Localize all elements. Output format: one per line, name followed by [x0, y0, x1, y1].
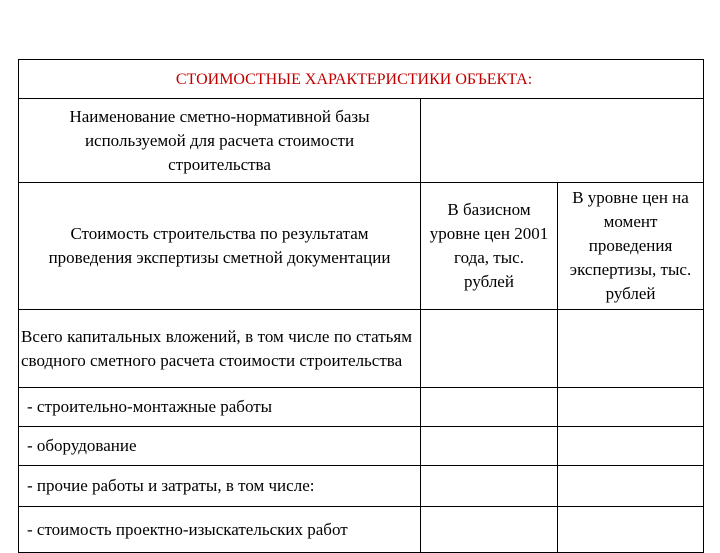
row-label: - стоимость проектно-изыскательских работ	[19, 507, 421, 553]
title-cell	[19, 60, 704, 99]
row-value-current	[558, 388, 704, 427]
base-label-cell: Наименование сметно-нормативной базы используемой для расчета стоимости строительства	[19, 99, 421, 183]
row-label: - оборудование	[19, 427, 421, 466]
row-value-current	[558, 466, 704, 507]
expertise-label-cell: Стоимость строительства по результатам проведения экспертизы сметной документации	[19, 183, 421, 310]
row-value-current	[558, 507, 704, 553]
row-value-base	[421, 427, 558, 466]
row-value-base	[421, 466, 558, 507]
row-value-current	[558, 310, 704, 388]
expertise-row	[19, 183, 704, 310]
row-label: Всего капитальных вложений, в том числе по статьям сводного сметного расчета стоимости строительства	[19, 310, 421, 388]
table-row	[19, 466, 704, 507]
row-label: - прочие работы и затраты, в том числе:	[19, 466, 421, 507]
table-row	[19, 507, 704, 553]
cost-characteristics-table	[18, 59, 704, 553]
row-value-base	[421, 507, 558, 553]
base-price-column-header: В базисном уровне цен 2001 года, тыс. рублей	[421, 183, 558, 310]
base-value-cell	[421, 99, 704, 183]
base-row	[19, 99, 704, 183]
table-row	[19, 310, 704, 388]
row-label: - строительно-монтажные работы	[19, 388, 421, 427]
row-value-current	[558, 427, 704, 466]
table-row	[19, 388, 704, 427]
row-value-base	[421, 310, 558, 388]
table-row	[19, 427, 704, 466]
title-row	[19, 60, 704, 99]
current-price-column-header: В уровне цен на момент проведения экспертизы, тыс. рублей	[558, 183, 704, 310]
row-value-base	[421, 388, 558, 427]
table-title: СТОИМОСТНЫЕ ХАРАКТЕРИСТИКИ ОБЪЕКТА:	[175, 70, 533, 88]
